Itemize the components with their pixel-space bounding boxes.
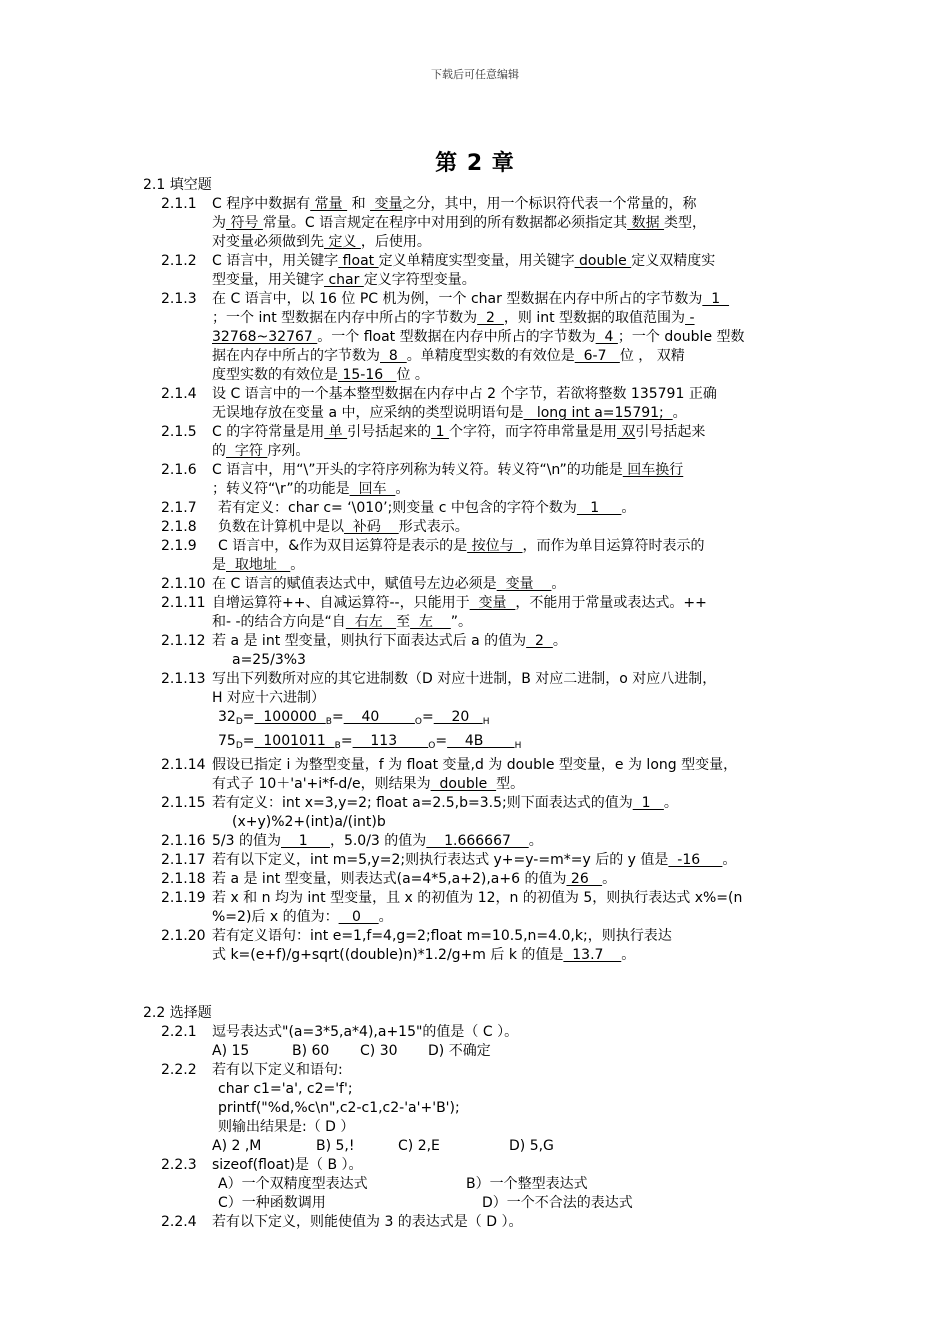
answer: 常量	[310, 196, 348, 212]
question-2-1-8	[143, 518, 813, 537]
answer: 定义	[324, 234, 361, 250]
page-header: 下载后可任意编辑	[431, 68, 519, 81]
answer: 符号	[226, 215, 263, 231]
text: 若有定义：int x=3,y=2; float a=2.5,b=3.5;则下面表达式的值为	[212, 795, 633, 811]
subscript: D	[235, 717, 243, 727]
question-stem: 若有以下定义和语句:	[212, 1062, 343, 1078]
answer: 26	[566, 871, 603, 887]
text: 写出下列数所对应的其它进制数（D 对应十进制，B 对应二进制，o 对应八进制，	[212, 671, 717, 687]
answer: 变量	[469, 595, 516, 611]
spacer	[143, 965, 813, 1004]
subscript: D	[235, 741, 243, 751]
answer: 按位与	[467, 538, 523, 554]
text: 若 a 是 int 型变量，则表达式(a=4*5,a+2),a+6 的值为	[212, 871, 567, 887]
question-2-2-2	[143, 1061, 813, 1156]
question-number: 2.2.4	[161, 1214, 197, 1230]
text: ，则 int 型数据的取值范围为	[503, 310, 686, 326]
answer: 数据	[627, 215, 665, 231]
question-number: 2.2.2	[161, 1062, 197, 1078]
answer: long int a=15791;	[523, 405, 673, 421]
text: 假设已指定 i 为整型变量，f 为 float 变量,d 为 double 型变量，e 为 long 型变量，	[212, 757, 738, 773]
answer: 8	[380, 348, 407, 364]
answer: float	[338, 253, 379, 269]
answer: double	[574, 253, 632, 269]
question-stem: 若有以下定义，则能使值为 3 的表达式是（ D ）。	[212, 1214, 523, 1230]
text: ，5.0/3 的值为	[329, 833, 427, 849]
question-number: 2.1.17	[161, 852, 206, 868]
text: 在 C 语言的赋值表达式中，赋值号左边必须是	[212, 576, 497, 592]
question-2-2-1	[143, 1023, 813, 1061]
text: 若有以下定义，int m=5,y=2;则执行表达式 y+=y-=m*=y 后的 y 值是	[212, 852, 669, 868]
text: 有式子 10＋'a'+i*f-d/e，则结果为	[212, 776, 431, 792]
text: C 语言中，用关键字	[212, 253, 339, 269]
text: 设 C 语言中的一个基本整型数据在内存中占 2 个字节，若欲将整数 135791 正确	[212, 386, 717, 402]
question-2-1-15	[143, 794, 813, 832]
text: 。	[528, 833, 543, 849]
question-number: 2.1.13	[161, 671, 206, 687]
expression: a=25/3%3	[232, 652, 306, 668]
text: 定义单精度实型变量，用关键字	[378, 253, 575, 269]
answer: 字符	[226, 443, 268, 459]
text: 形式表示。	[398, 519, 469, 535]
option-b: B) 60	[292, 1043, 330, 1059]
text: 常量。C 语言规定在程序中对用到的所有数据都必须指定其	[262, 215, 628, 231]
text: 序列。	[267, 443, 310, 459]
code-line: char c1='a', c2='f';	[218, 1081, 353, 1097]
text: 型变量，用关键字	[212, 272, 324, 288]
question-2-1-2	[143, 252, 813, 290]
question-number: 2.1.7	[161, 500, 197, 516]
text: 若 x 和 n 均为 int 型变量，且 x 的初值为 12，n 的初值为 5，则执行表达式 x%=(n	[212, 890, 743, 906]
text: C 语言中，用“\”开头的字符序列称为转义符。转义符“\n”的功能是	[212, 462, 623, 478]
question-2-1-18	[143, 870, 813, 889]
text: =	[331, 709, 344, 725]
text: 。	[621, 947, 636, 963]
question-2-1-9	[143, 537, 813, 575]
text: ；一个 double 型数	[617, 329, 745, 345]
question-number: 2.1.3	[161, 291, 197, 307]
subscript: O	[428, 741, 436, 751]
answer: -16	[668, 852, 723, 868]
text: 度型实数的有效位是	[212, 367, 338, 383]
text: 。	[551, 576, 566, 592]
option-a: A) 15	[212, 1043, 250, 1059]
answer: 双	[616, 424, 636, 440]
question-number: 2.1.14	[161, 757, 206, 773]
text: 。	[552, 633, 567, 649]
text: =	[242, 733, 255, 749]
text: 负数在计算机中是以	[218, 519, 344, 535]
question-number: 2.1.4	[161, 386, 197, 402]
question-2-2-4	[143, 1213, 813, 1232]
text: 据在内存中所占的字节数为	[212, 348, 380, 364]
answer: 变量	[496, 576, 552, 592]
answer: 4	[595, 329, 618, 345]
option-c: C）一种函数调用	[218, 1195, 326, 1211]
text: 个字符，而字符串常量是用	[448, 424, 617, 440]
question-number: 2.1.9	[161, 538, 197, 554]
question-number: 2.1.1	[161, 196, 197, 212]
text: 。	[621, 500, 636, 516]
question-2-1-17	[143, 851, 813, 870]
answer: 40	[343, 709, 415, 725]
answer: 右左	[345, 614, 397, 630]
question-number: 2.1.15	[161, 795, 206, 811]
question-number: 2.1.20	[161, 928, 206, 944]
subscript: B	[325, 717, 332, 727]
text: C 程序中数据有	[212, 196, 311, 212]
answer: 6-7	[574, 348, 620, 364]
text: C 的字符常量是用	[212, 424, 325, 440]
question-number: 2.1.2	[161, 253, 197, 269]
question-2-1-3	[143, 290, 813, 385]
option-d: D）一个不合法的表达式	[482, 1195, 633, 1211]
text: ，而作为单目运算符时表示的	[522, 538, 705, 554]
text: 式 k=(e+f)/g+sqrt((double)n)*1.2/g+m 后 k 的值是	[212, 947, 564, 963]
text: ”。	[450, 614, 473, 630]
question-2-1-5	[143, 423, 813, 461]
text: 。	[722, 852, 737, 868]
text: 至	[396, 614, 411, 630]
chapter-title: 第 2 章	[435, 151, 515, 176]
answer: 15-16	[338, 367, 397, 383]
text: ；一个 int 型数据在内存中所占的字节数为	[212, 310, 478, 326]
text: 引号括起来的	[347, 424, 432, 440]
option-b: B）一个整型表达式	[466, 1176, 588, 1192]
question-number: 2.1.12	[161, 633, 206, 649]
text: 位 ， 双精	[619, 348, 685, 364]
text: 。	[672, 405, 687, 421]
answer: 取地址	[226, 557, 291, 573]
option-a: A）一个双精度型表达式	[218, 1176, 368, 1192]
answer: 1	[702, 291, 730, 307]
answer: 113	[352, 733, 429, 749]
question-2-1-19	[143, 889, 813, 927]
answer: 单	[324, 424, 348, 440]
question-number: 2.1.18	[161, 871, 206, 887]
question-2-1-13	[143, 670, 813, 756]
text: 和- -的结合方向是“自	[212, 614, 346, 630]
question-2-1-10	[143, 575, 813, 594]
text: 若 a 是 int 型变量，则执行下面表达式后 a 的值为	[212, 633, 527, 649]
text: 32	[218, 709, 236, 725]
question-number: 2.1.8	[161, 519, 197, 535]
answer: double	[430, 776, 497, 792]
subscript: H	[514, 741, 522, 751]
question-number: 2.2.1	[161, 1024, 197, 1040]
answer: 20	[433, 709, 483, 725]
option-c: C) 30	[360, 1043, 398, 1059]
question-number: 2.2.3	[161, 1157, 197, 1173]
question-2-2-3	[143, 1156, 813, 1213]
text: H 对应十六进制）	[212, 690, 325, 706]
question-number: 2.1.5	[161, 424, 197, 440]
answer: 1.666667	[426, 833, 529, 849]
document-body	[143, 176, 813, 1232]
question-2-1-12	[143, 632, 813, 670]
text: 位 。	[396, 367, 429, 383]
answer: 1	[632, 795, 664, 811]
question-number: 2.1.6	[161, 462, 197, 478]
text: 若有定义：char c= ‘\010’;则变量 c 中包含的字符个数为	[218, 500, 577, 516]
question-2-1-4	[143, 385, 813, 423]
expression: (x+y)%2+(int)a/(int)b	[232, 814, 386, 830]
text: 和	[351, 196, 366, 212]
option-c: C) 2,E	[398, 1138, 440, 1154]
question-2-1-6	[143, 461, 813, 499]
section-title-choice: 2.2 选择题	[143, 1005, 212, 1021]
question-2-1-7	[143, 499, 813, 518]
text: =	[242, 709, 255, 725]
answer: 0	[338, 909, 379, 925]
text: 之分，其中，用一个标识符代表一个常量的，称	[402, 196, 697, 212]
text: 对变量必须做到先	[212, 234, 324, 250]
question-number: 2.1.10	[161, 576, 206, 592]
question-prompt: 则输出结果是:（ D ）	[218, 1119, 355, 1135]
question-number: 2.1.11	[161, 595, 206, 611]
question-number: 2.1.19	[161, 890, 206, 906]
text: ，不能用于常量或表达式。++	[515, 595, 707, 611]
answer: 13.7	[563, 947, 622, 963]
code-line: printf("%d,%c\n",c2-c1,c2-'a'+'B');	[218, 1100, 460, 1116]
answer: 1	[576, 500, 622, 516]
section-title-fill: 2.1 填空题	[143, 177, 212, 193]
subscript: O	[414, 717, 422, 727]
answer: 1001011	[254, 733, 335, 749]
option-d: D) 不确定	[428, 1043, 491, 1059]
text: =	[435, 733, 448, 749]
subscript: H	[482, 717, 490, 727]
text: 是	[212, 557, 226, 573]
text: 引号括起来	[635, 424, 706, 440]
text: 在 C 语言中，以 16 位 PC 机为例，一个 char 型数据在内存中所占的字节数为	[212, 291, 703, 307]
answer: 回车换行	[622, 462, 684, 478]
question-stem: sizeof(float)是（ B ）。	[212, 1157, 363, 1173]
answer: 1	[280, 833, 330, 849]
answer: char	[324, 272, 364, 288]
text: 5/3 的值为	[212, 833, 281, 849]
text: 若有定义语句：int e=1,f=4,g=2;float m=10.5,n=4.0,k;，则执行表达	[212, 928, 672, 944]
answer: 100000	[254, 709, 326, 725]
answer: 补码	[344, 519, 399, 535]
text: ；转义符“\r”的功能是	[212, 481, 350, 497]
question-2-1-16	[143, 832, 813, 851]
answer: 32768~32767	[212, 329, 318, 345]
text: %=2)后 x 的值为：	[212, 909, 339, 925]
text: 。	[290, 557, 305, 573]
option-d: D) 5,G	[509, 1138, 554, 1154]
text: 定义字符型变量。	[363, 272, 476, 288]
text: 无误地存放在变量 a 中，应采纳的类型说明语句是	[212, 405, 524, 421]
question-number: 2.1.16	[161, 833, 206, 849]
text: 类型，	[664, 215, 707, 231]
answer: -	[685, 310, 695, 326]
question-2-1-1	[143, 195, 813, 252]
answer: 变量	[370, 196, 403, 212]
answer: 1	[431, 424, 449, 440]
question-2-1-14	[143, 756, 813, 794]
answer: 左	[410, 614, 451, 630]
text: 。单精度型实数的有效位是	[406, 348, 575, 364]
answer: 4B	[447, 733, 515, 749]
text: 。一个 float 型数据在内存中所占的字节数为	[317, 329, 596, 345]
text: ，后使用。	[360, 234, 431, 250]
question-stem: 逗号表达式"(a=3*5,a*4),a+15"的值是（ C ）。	[212, 1024, 519, 1040]
text: 型。	[496, 776, 525, 792]
text: =	[421, 709, 434, 725]
text: =	[340, 733, 353, 749]
text: 为	[212, 215, 226, 231]
answer: 2	[477, 310, 504, 326]
subscript: B	[334, 741, 341, 751]
answer: 2	[526, 633, 553, 649]
text: 。	[395, 481, 410, 497]
text: 。	[602, 871, 617, 887]
text: 75	[218, 733, 236, 749]
answer: 回车	[349, 481, 396, 497]
text: 。	[378, 909, 393, 925]
option-b: B) 5,!	[316, 1138, 355, 1154]
question-2-1-11	[143, 594, 813, 632]
text: 定义双精度实	[631, 253, 716, 269]
text: 。	[663, 795, 678, 811]
text: 自增运算符++、自减运算符--，只能用于	[212, 595, 470, 611]
question-2-1-20	[143, 927, 813, 965]
option-a: A) 2 ,M	[212, 1138, 262, 1154]
text: 的	[212, 443, 226, 459]
text: C 语言中，&作为双目运算符是表示的是	[218, 538, 468, 554]
